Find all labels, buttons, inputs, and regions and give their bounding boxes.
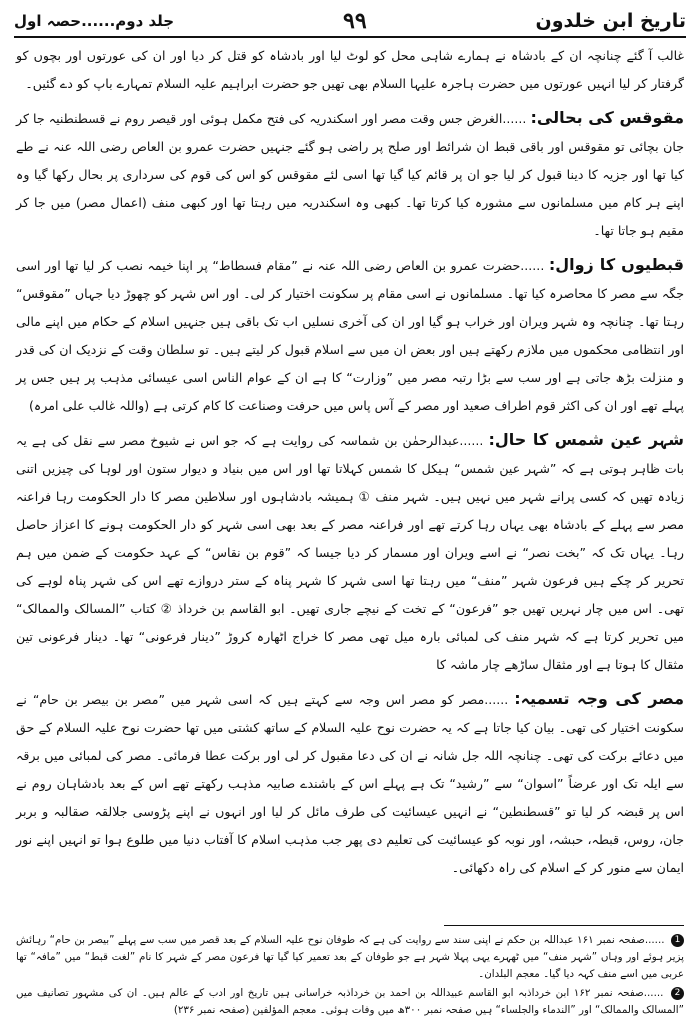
paragraph-text: ......عبدالرحمٰن بن شماسہ کی روایت ہے کہ جو اس نے شیوخ مصر سے نقل کی ہے یہ بات ظاہر ہوتی ہے کہ ”شہر عین شمس“ ہیکل کا شمس کہلاتا تھا اور اس میں بنیاد و دیوار ستون اور لوہا کی چیزیں اتنی زیادہ تھیں کہ کسی پرانے شہر میں نہیں ہیں۔ شہر منف ① ہمیشہ بادشاہوں اور سلاطین مصر کا دار الحکومت رہا فراعنہ مصر سے پہلے کے بادشاہ بھی یہاں رہا کرتے تھے اور فراعنہ مصر کے بعد بھی اسی شہر کو دار الحکومت ہونے کا اعزاز حاصل رہا۔ یہاں تک کہ ”بخت نصر“ نے اسے ویران اور مسمار کر دیا جیسا کہ ”قوم بن نقاس“ کے عہد حکومت کے ضمن میں ہم تحریر کر چکے ہیں فرعون شہر ”منف“ میں رہتا تھا اسی شہر کا شہر پناہ کے ستر دروازے تھے اس کی شہر پناہ لوہے کی تھی۔ اس میں چار نہریں تھیں جو ”فرعون“ کے تخت کے نیچے جاری تھیں۔ ابو القاسم بن خرداذ ② کتاب ”المسالک والممالک“ میں تحریر کرتا ہے کہ شہر منف کی لمبائی بارہ میل تھی مصر کا خراج اٹھارہ کروڑ ”دینار فرعونی“ تھا۔ دینار فرعونی تین مثقال کا ہوتا ہے اور مثقال ساڑھے چار ماشہ کا (16, 433, 684, 672)
paragraph-text: ......الغرض جس وقت مصر اور اسکندریہ کی فتح مکمل ہوئی اور قیصر روم نے قسطنطنیہ جا کر جان بچائی تو مقوقس اور باقی قبط ان شرائط اور صلح پر راضی ہو گئے جنہیں حضرت عمرو بن العاص رضی اللہ عنہ نے طے کیا تھا اور جزیہ کا دینا قبول کر لیا جو ان پر قائم کیا گیا تھا اسی لئے مقوقس کو اس کی قوم کی سرداری پر بحال رکھا گیا وہ اپنے ہر کام میں مسلمانوں سے مشورہ کیا کرتا تھا۔ کبھی وہ اسکندریہ میں رہتا تھا اور کبھی منف (اعمال مصر) میں جا کر مقیم ہو جاتا تھا۔ (16, 111, 684, 238)
paragraph-conquest (16, 42, 684, 98)
paragraph-muqawqis (16, 104, 684, 245)
section-heading: قبطیوں کا زوال: (548, 255, 684, 274)
book-title: تاریخ ابن خلدون (535, 10, 686, 32)
paragraph-copts-decline (16, 251, 684, 420)
footnote-divider (444, 925, 684, 926)
paragraph-text: غالب آ گئے چنانچہ ان کے بادشاہ نے ہمارے شاہی محل کو لوٹ لیا اور بادشاہ کو قتل کر دیا اور ان کی عورتوں اور بچوں کو گرفتار کر لیا انہیں عورتوں میں حضرت ہاجرہ علیہا السلام بھی تھیں جو حضرت ابراہیم علیہ السلام تمہارے باپ کو دے گئیں۔ (16, 48, 684, 91)
paragraph-egypt-name (16, 685, 684, 882)
main-text (16, 42, 684, 908)
paragraph-text: ......حضرت عمرو بن العاص رضی اللہ عنہ نے ”مقام فسطاط“ پر اپنا خیمہ نصب کر لیا تھا اور اسی جگہ سے مصر کا محاصرہ کیا تھا۔ مسلمانوں نے اسی مقام پر سکونت اختیار کر لی۔ اور اس شہر کو چھوڑ دیا جہاں ”مقوقس“ رہتا تھا۔ چنانچہ وہ شہر ویران اور خراب ہو گیا اور ان کی آخری نسلیں اب تک باقی ہیں جنہیں اسلام کے حکام میں اپنے مالی اور انتظامی محکموں میں ملازم رکھتے ہیں اور بعض ان میں سے اسلام قبول کر لیتے ہیں۔ تو سلطان وقت کے نزدیک ان کی قدر و منزلت بڑھ جاتی ہے اور سب سے بڑا رتبہ مصر میں ”وزارت“ کا ہے ان کے عوام الناس اسی عیسائی مذہب پر ہیں جس پر پہلے تھے اور ان کی اکثر قوم اطراف صعید اور مصر کے آس پاس میں حرفت وصناعت کا کام کرتی ہے (واللہ غالب علی امرہ) (16, 258, 684, 413)
footnotes (16, 932, 684, 1016)
footnote-marker: 1 (671, 934, 684, 947)
footnote-text: ......صفحہ نمبر ۱۶۱ عبداللہ بن حکم نے اپنی سند سے روایت کی ہے کہ طوفان نوح علیہ السلام کے بعد قصر میں سب سے پہلے ”بیصر بن حام“ رہائش پزیر ہوئے اور وہاں ”شہر منف“ میں ٹھہرے یہی پہلا شہر ہے جو طوفان کے بعد تعمیر کیا گیا تھا فرعون مصر کے شہر کا نام ”لغت قبط“ میں ”مافہ“ تھا عربی میں اسے منف کہہ دیا گیا۔ معجم البلدان۔ (16, 934, 684, 980)
page-number: ۹۹ (343, 8, 367, 33)
paragraph-ain-shams (16, 426, 684, 679)
page-header (14, 6, 686, 38)
footnote-item (16, 985, 684, 1019)
volume-part-label: جلد دوم......حصہ اول (14, 12, 175, 30)
footnote-item (16, 932, 684, 983)
section-heading: شہر عین شمس کا حال: (488, 430, 684, 449)
footnote-marker: 2 (671, 987, 684, 1000)
section-heading: مقوقس کی بحالی: (530, 108, 684, 127)
footnote-text: ......صفحہ نمبر ۱۶۲ ابن خرداذبہ ابو القاسم عبیداللہ بن احمد بن خرداذبہ خراسانی ہیں تاریخ اور ادب کے عالم ہیں۔ ان کی مشہور تصانیف میں ”المسالک والممالک“ اور ”الندماء والجلساء“ ہیں صفحہ نمبر ۳۰۰ھ میں وفات ہوئی۔ معجم المؤلفین (صفحہ نمبر ۲۳۶) (16, 987, 684, 1016)
paragraph-text: ......مصر کو مصر اس وجہ سے کہتے ہیں کہ اسی شہر میں ”مصر بن بیصر بن حام“ نے سکونت اختیار کی تھی۔ بیان کیا جاتا ہے کہ یہ حضرت نوح علیہ السلام کے ساتھ کشتی میں تھا حضرت نوح علیہ السلام کے حق میں دعائے برکت کی تھی۔ چنانچہ اللہ جل شانہ نے ان کی دعا مقبول کر لی اور برکت عطا فرمائی۔ مصر کی لمبائی میں برقہ سے ایلہ تک اور عرضاً ”اسوان“ سے ”رشید“ تک ہے پہلے اس کے باشندے صابیہ مذہب رکھتے تھے اس کے بعد بادشاہان روم نے اس پر قبضہ کر لیا تو ”قسطنطین“ نے انہیں عیسائیت کی طرف مائل کر لیا اور انہوں نے اپنے پڑوسی جلالقہ صقالبہ و بربر جان، روس، قبطہ، حبشہ، اور نوبہ کو عیسائیت کی تعلیم دی پھر جب مذہب اسلام کا آفتاب دنیا میں طلوع ہوا تو انہیں اپنے نور ایمان سے منور کر کے اسلام کی راہ دکھائی۔ (16, 692, 684, 875)
section-heading: مصر کی وجہ تسمیہ: (514, 689, 684, 708)
